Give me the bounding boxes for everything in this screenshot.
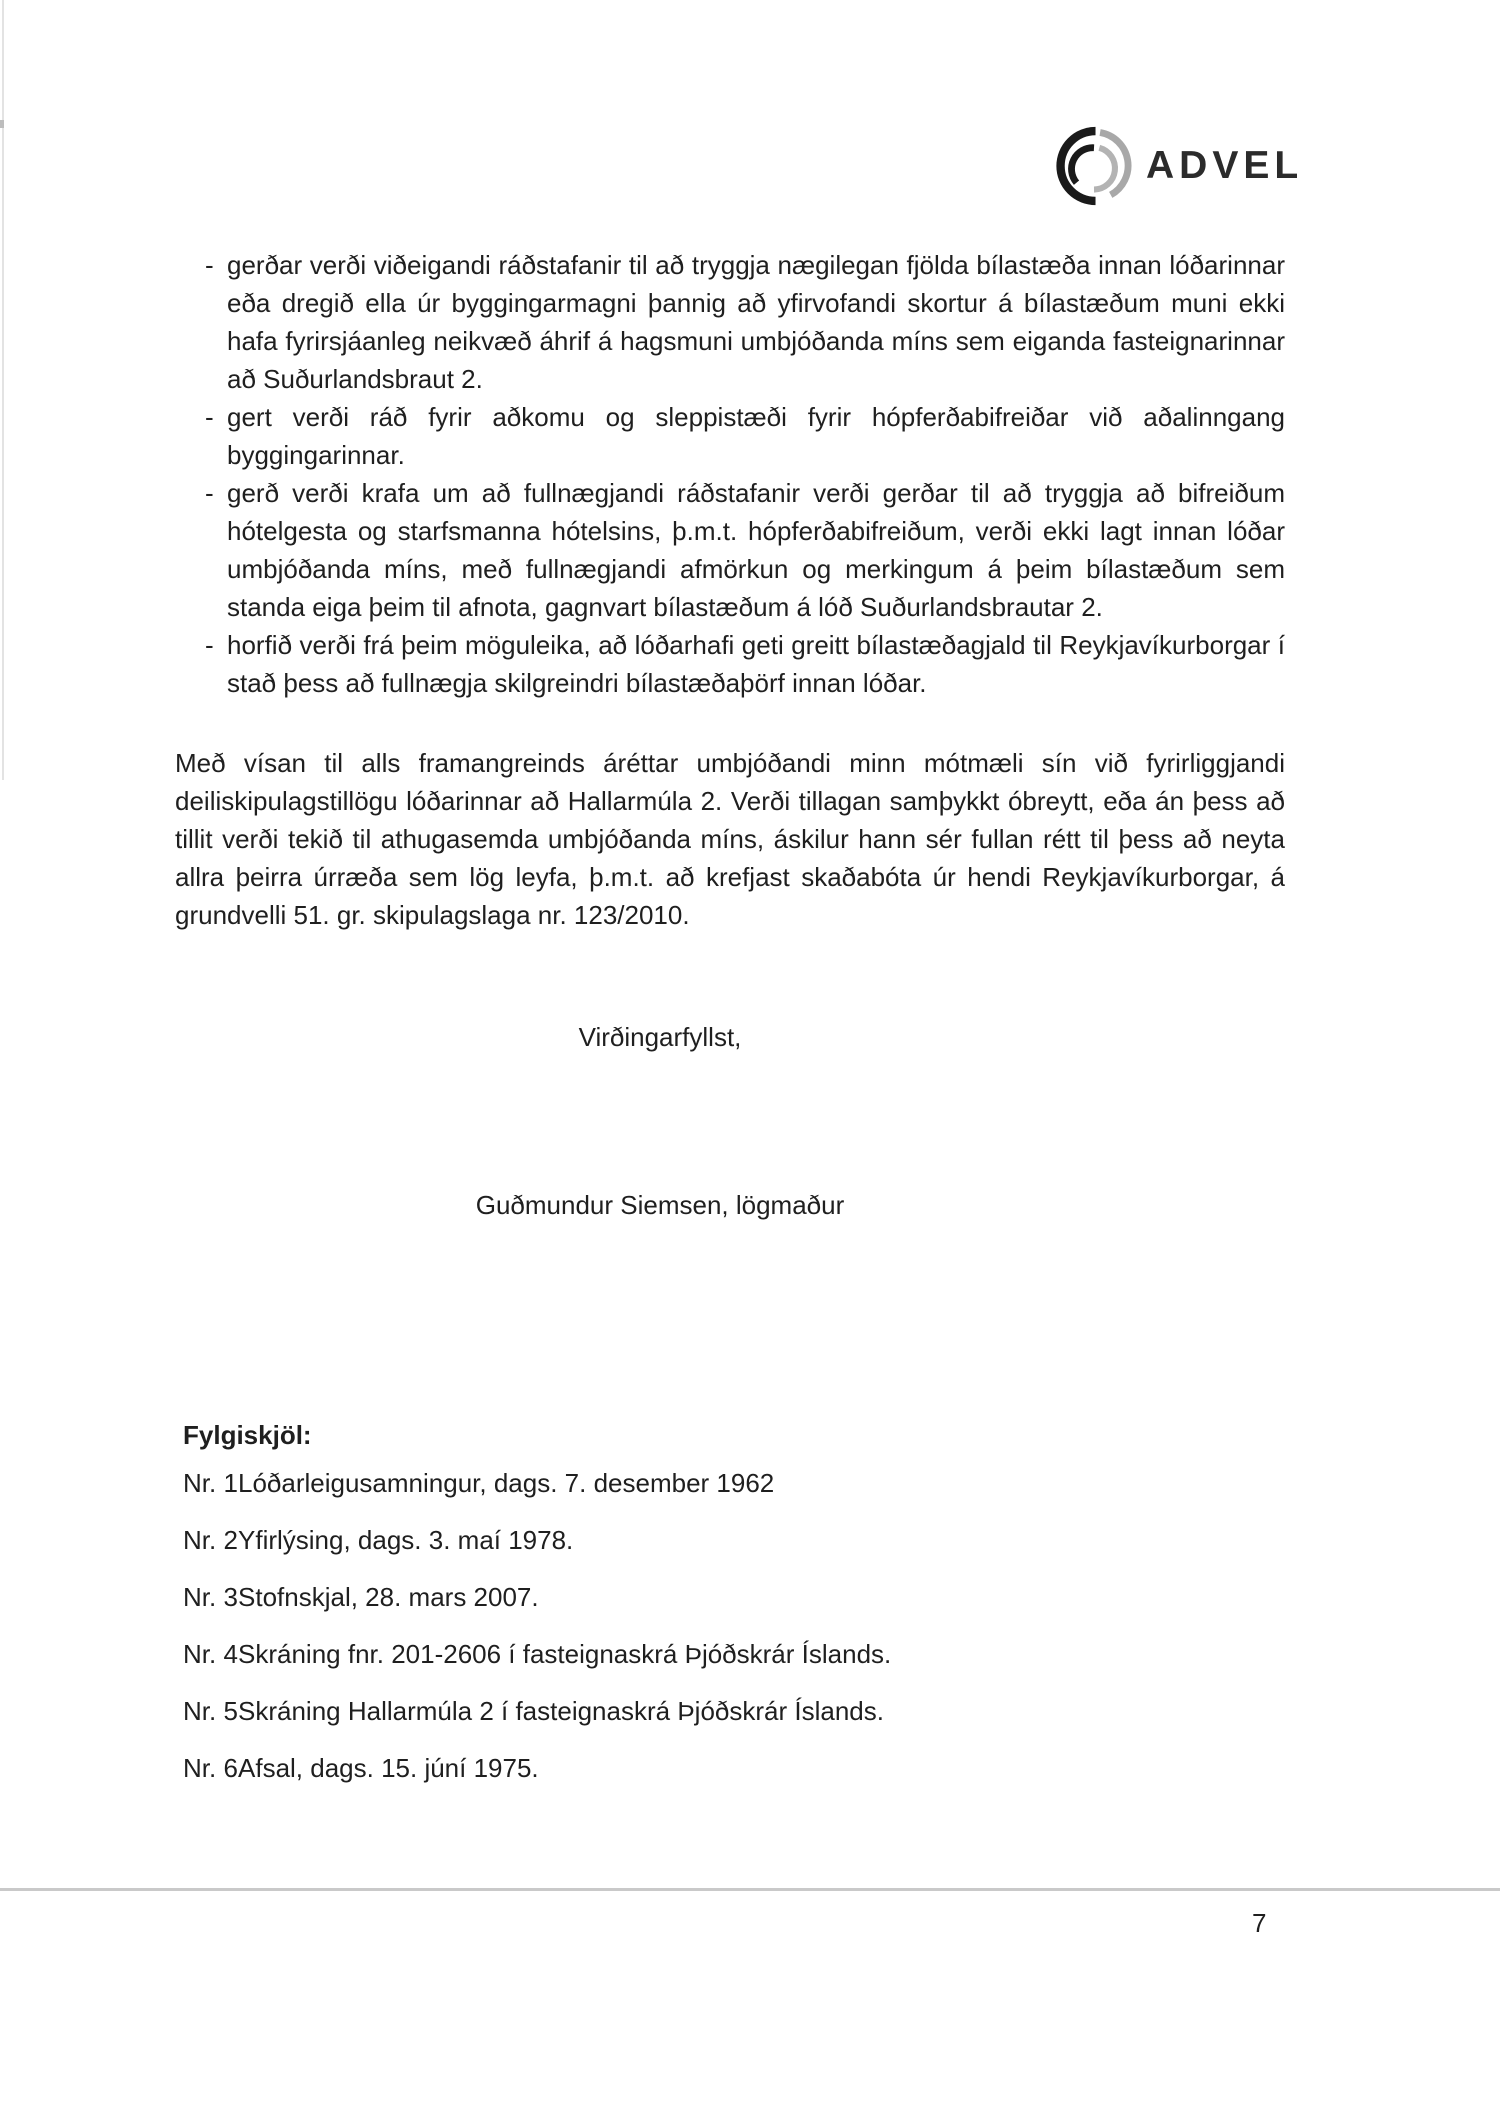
attachment-number: Nr. 5 xyxy=(183,1696,238,1726)
attachment-number: Nr. 3 xyxy=(183,1582,238,1612)
attachment-number: Nr. 4 xyxy=(183,1639,238,1669)
attachment-description: Lóðarleigusamningur, dags. 7. desember 1962 xyxy=(238,1468,775,1498)
objections-list xyxy=(175,246,1285,702)
advel-logo xyxy=(1056,126,1303,206)
page-number: 7 xyxy=(1252,1908,1267,1938)
bullet-text: gert verði ráð fyrir aðkomu og sleppistæði fyrir hópferðabifreiðar við aðalinngang byggingarinnar. xyxy=(227,402,1285,470)
bullet-text: gerð verði krafa um að fullnægjandi ráðstafanir verði gerðar til að tryggja að bifreiðum hótelgesta og starfsmanna hótelsins, þ.m.t. hópferðabifreiðum, verði ekki lagt innan lóðar umbjóðanda míns, með fullnægjandi afmörkun og merkingum á þeim bílastæðum sem standa eiga þeim til afnota, gagnvart bílastæðum á lóð Suðurlandsbrautar 2. xyxy=(227,478,1285,622)
advel-logo-text: ADVEL xyxy=(1146,144,1304,187)
bullet-dash: - xyxy=(205,402,214,432)
attachment-number: Nr. 1 xyxy=(183,1468,238,1498)
attachment-row xyxy=(183,1464,1283,1502)
list-item xyxy=(175,398,1285,474)
signature-name: Guðmundur Siemsen, lögmaður xyxy=(475,1190,845,1220)
attachment-row xyxy=(183,1635,1283,1673)
advel-logo-mark-icon xyxy=(1056,126,1132,206)
attachment-description: Skráning fnr. 201-2606 í fasteignaskrá Þjóðskrár Íslands. xyxy=(238,1639,892,1669)
attachment-row xyxy=(183,1749,1283,1787)
attachment-number: Nr. 2 xyxy=(183,1525,238,1555)
list-item xyxy=(175,626,1285,702)
attachments-heading: Fylgiskjöl: xyxy=(183,1420,312,1450)
attachments-list xyxy=(183,1464,1283,1806)
attachment-description: Afsal, dags. 15. júní 1975. xyxy=(238,1753,539,1783)
closing-paragraph: Með vísan til alls framangreinds áréttar umbjóðandi minn mótmæli sín við fyrirliggjandi deiliskipulagstillögu lóðarinnar að Hallarmúla 2. Verði tillagan samþykkt óbreytt, eða án þess að tillit verði tekið til athugasemda umbjóðanda míns, áskilur hann sér fullan rétt til þess að neyta allra þeirra úrræða sem lög leyfa, þ.m.t. að krefjast skaðabóta úr hendi Reykjavíkurborgar, á grundvelli 51. gr. skipulagslaga nr. 123/2010. xyxy=(175,748,1285,930)
bullet-dash: - xyxy=(205,478,214,508)
scan-edge-artifact xyxy=(2,0,4,780)
bullet-dash: - xyxy=(205,630,214,660)
list-item xyxy=(175,246,1285,398)
bullet-dash: - xyxy=(205,250,214,280)
attachment-number: Nr. 6 xyxy=(183,1753,238,1783)
closing-salutation: Virðingarfyllst, xyxy=(578,1022,742,1052)
list-item xyxy=(175,474,1285,626)
attachment-row xyxy=(183,1692,1283,1730)
scan-speck-artifact xyxy=(0,120,4,128)
attachment-description: Yfirlýsing, dags. 3. maí 1978. xyxy=(238,1525,574,1555)
attachment-row xyxy=(183,1521,1283,1559)
attachment-row xyxy=(183,1578,1283,1616)
attachment-description: Skráning Hallarmúla 2 í fasteignaskrá Þjóðskrár Íslands. xyxy=(238,1696,884,1726)
attachment-description: Stofnskjal, 28. mars 2007. xyxy=(238,1582,539,1612)
bullet-text: gerðar verði viðeigandi ráðstafanir til að tryggja nægilegan fjölda bílastæða innan lóðarinnar eða dregið ella úr byggingarmagni þannig að yfirvofandi skortur á bílastæðum muni ekki hafa fyrirsjáanleg neikvæð áhrif á hagsmuni umbjóðanda míns sem eiganda fasteignarinnar að Suðurlandsbraut 2. xyxy=(227,250,1285,394)
bullet-text: horfið verði frá þeim möguleika, að lóðarhafi geti greitt bílastæðagjald til Reykjavíkurborgar í stað þess að fullnægja skilgreindri bílastæðaþörf innan lóðar. xyxy=(227,630,1285,698)
footer-divider xyxy=(0,1888,1500,1891)
